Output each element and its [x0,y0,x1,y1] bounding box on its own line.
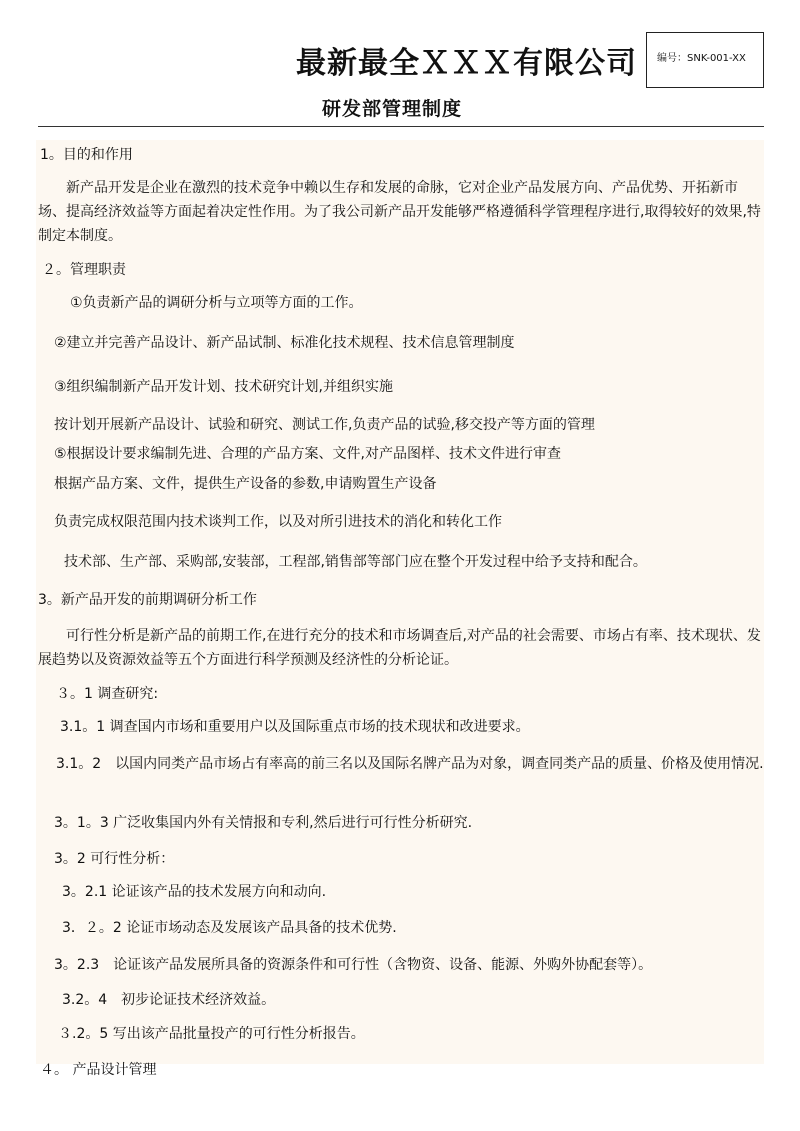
section-3-2-item: 3.2。4 初步论证技术经济效益。 [62,992,276,1008]
section-1-heading: 1。目的和作用 [40,147,133,163]
section-2-item: ②建立并完善产品设计、新产品试制、标准化技术规程、技术信息管理制度 [54,335,515,351]
section-2-item: 技术部、生产部、采购部,安装部，工程部,销售部等部门应在整个开发过程中给予支持和配合。 [64,554,647,570]
document-code-box [646,32,764,88]
section-3-paragraph: 可行性分析是新产品的前期工作,在进行充分的技术和市场调查后,对产品的社会需要、市场占有率、技术现状、发展趋势以及资源效益等五个方面进行科学预测及经济性的分析论证。 [38,628,761,668]
section-2-item: ①负责新产品的调研分析与立项等方面的工作。 [70,295,363,311]
section-3-2-heading: 3。2 可行性分析： [54,851,175,867]
section-3-1-item: 3.1。1 调查国内市场和重要用户以及国际重点市场的技术现状和改进要求。 [60,719,530,735]
section-3-2-item: 3。2.3 论证该产品发展所具备的资源条件和可行性（含物资、设备、能源、外购外协配套等）。 [54,957,653,973]
section-2-item: ③组织编制新产品开发计划、技术研究计划,并组织实施 [54,379,393,395]
section-1-paragraph: 新产品开发是企业在激烈的技术竞争中赖以生存和发展的命脉，它对企业产品发展方向、产品优势、开拓新市场、提高经济效益等方面起着决定性作用。为了我公司新产品开发能够严格遵循科学管理程序进行,取得较好的效果,特制定本制度。 [38,180,761,244]
section-3-2-item: 3．２。2 论证市场动态及发展该产品具备的技术优势. [62,920,397,936]
section-2-heading: ２。管理职责 [42,262,126,278]
section-3-2-item: 3。2.1 论证该产品的技术发展方向和动向. [62,884,327,900]
section-2-item: 按计划开展新产品设计、试验和研究、测试工作,负责产品的试验,移交投产等方面的管理 [54,417,595,433]
section-3-heading: 3。新产品开发的前期调研分析工作 [38,592,257,608]
section-4-heading: ４。 产品设计管理 [40,1062,157,1078]
document-code: 编号：SNK-001-XX [657,53,746,64]
section-2-item: 根据产品方案、文件，提供生产设备的参数,申请购置生产设备 [54,476,437,492]
section-3-2-item: ３.2。5 写出该产品批量投产的可行性分析报告。 [58,1026,365,1042]
document-title: 研发部管理制度 [322,98,463,120]
section-3-1-item: 3。1。3 广泛收集国内外有关情报和专利,然后进行可行性分析研究. [54,815,473,831]
section-2-item: ⑤根据设计要求编制先进、合理的产品方案、文件,对产品图样、技术文件进行审查 [54,446,561,462]
section-2-item: 负责完成权限范围内技术谈判工作，以及对所引进技术的消化和转化工作 [54,514,502,530]
section-3-1-heading: ３。1 调查研究: [56,686,159,702]
company-title: 最新最全ＸＸＸ有限公司 [296,46,637,81]
section-3-1-item: 3.1。2 以国内同类产品市场占有率高的前三名以及国际名牌产品为对象，调查同类产品的质量、价格及使用情况. [56,756,764,772]
header-divider [38,126,764,127]
